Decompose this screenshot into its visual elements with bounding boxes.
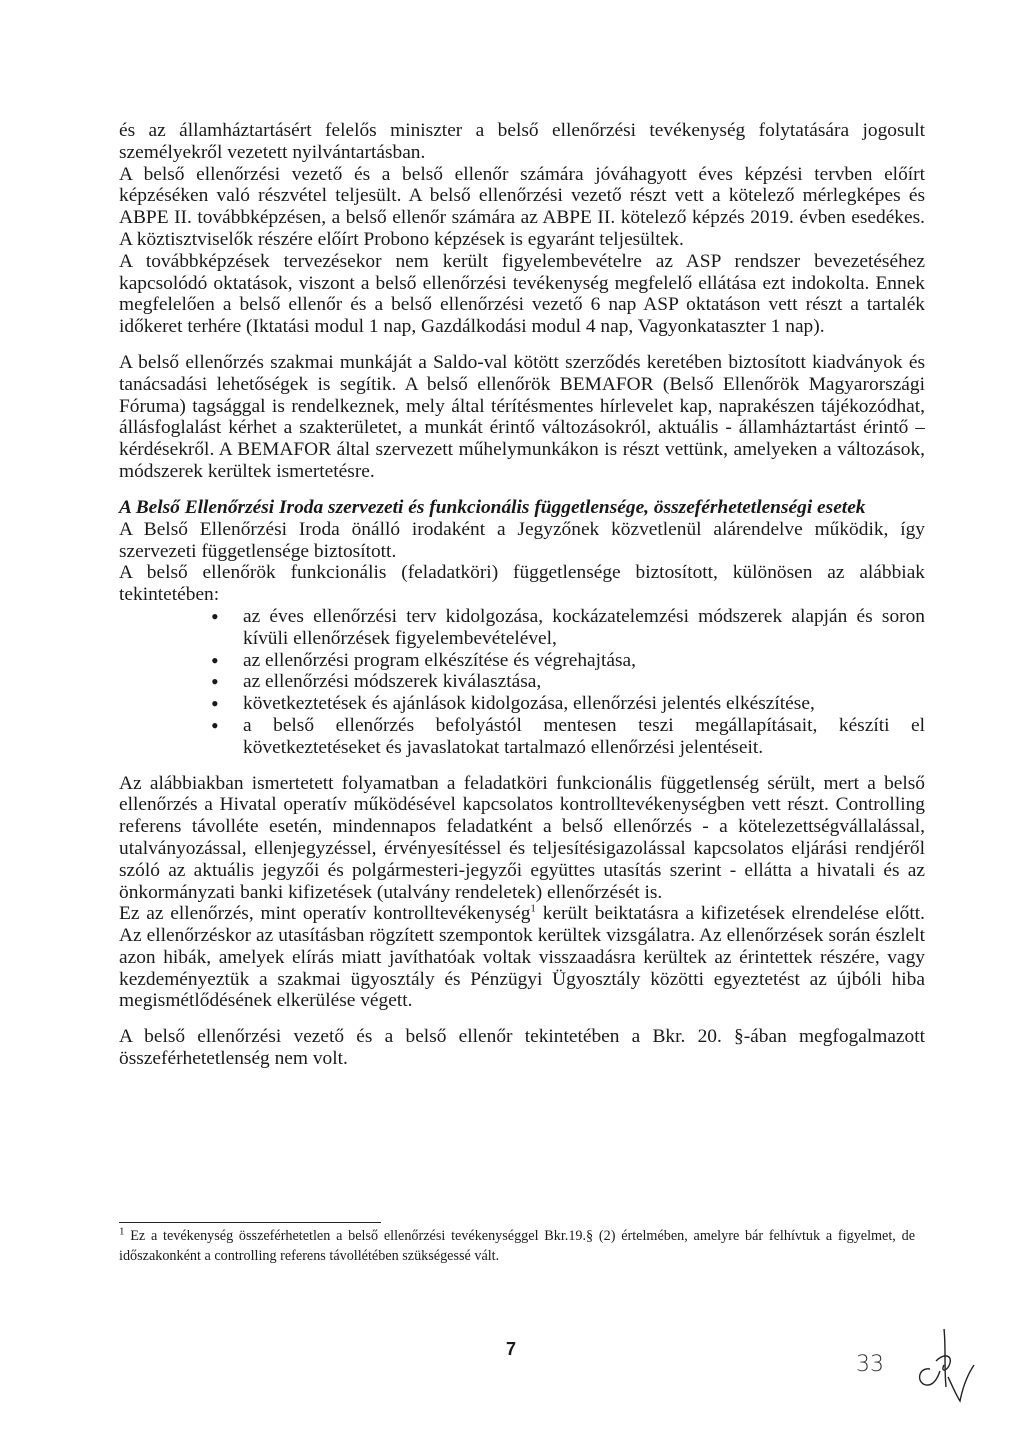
paragraph-training: A belső ellenőrzési vezető és a belső ellenőr számára jóváhagyott éves képzési tervben előírt képzéséken való részvétel teljesült. A belső ellenőrzési vezető részt vett a kötelező mérlegképes és ABPE II. továbbképzésen, a belső ellenőr számára az ABPE II. kötelező képzés 2019. évben esedékes. A köztisztviselők részére előírt Probono képzések is egyaránt teljesültek.: [119, 163, 925, 250]
footnote-divider: [119, 1222, 381, 1223]
paragraph-controlling: Az alábbiakban ismertetett folyamatban a feladatköri funkcionális függetlenség sérült, mert a belső ellenőrzés a Hivatal operatív működésével kapcsolatos kontrolltevékenységben vett részt. Controlling referens távolléte esetén, mindennapos feladatként a belső ellenőrzés - a kötelezettségvállalással, utalványozással, ellenjegyzéssel, érvényesítéssel és teljesítésigazolással kapcsolatos eljárási rendjéről szóló az aktuális jegyzői és polgármesteri-jegyzői együttes utasítás szerint - ellátta a hivatali és az önkormányzati banki kifizetések (utalvány rendeletek) ellenőrzését is.: [119, 772, 925, 903]
paragraph-organizational-independence: A Belső Ellenőrzési Iroda önálló irodaként a Jegyzőnek közvetlenül alárendelve működik, így szervezeti függetlensége biztosított.: [119, 518, 925, 562]
footnote-mark: 1: [119, 1225, 125, 1238]
paragraph-registry: és az államháztartásért felelős miniszter a belső ellenőrzési tevékenység folytatására jogosult személyekről vezetett nyilvántartásban.: [119, 120, 925, 163]
paragraph-saldo-bemafor: A belső ellenőrzés szakmai munkáját a Saldo-val kötött szerződés keretében biztosított kiadványok és tanácsadási lehetőségek is segítik. A belső ellenőrök BEMAFOR (Belső Ellenőrök Magyarországi Fóruma) tagsággal is rendelkeznek, mely által térítésmentes hírlevelet kap, naprakészen tájékozódhat, állásfoglalást kérhet a szakterületet, a munkát érintő változásokról, aktuális - államháztartást érintő – kérdésekről. A BEMAFOR által szervezett műhelymunkákon is részt vettünk, amelyeken a változások, módszerek kerültek ismertetésre.: [119, 351, 925, 482]
handwritten-signature: [900, 1325, 980, 1405]
paragraph-operative-control: [119, 903, 925, 1012]
list-item: • a belső ellenőrzés befolyástól mentesen teszi megállapításait, készíti el következtetéseket és javaslatokat tartalmazó ellenőrzési jelentéseit.: [119, 715, 925, 759]
operative-text-after: került beiktatásra a kifizetések elrendelése előtt. Az ellenőrzéskor az utasításban rögzített szempontok kerültek vizsgálatra. Az ellenőrzések során észlelt azon hibák, amelyek elírás miatt javíthatóak voltak visszaadásra kerültek az érintettek részére, vagy kezdeményeztük a szakmai ügyosztály és Pénzügyi Ügyosztály közötti egyeztetést az újbóli hiba megismétlődésének elkerülése végett.: [119, 903, 925, 1012]
independence-bullet-list: [119, 606, 925, 759]
list-item: • az ellenőrzési program elkészítése és végrehajtása,: [119, 650, 925, 672]
handwritten-page-number: 33: [856, 1352, 884, 1377]
document-body: [119, 120, 925, 1070]
list-item: • következtetések és ajánlások kidolgozása, ellenőrzési jelentés elkészítése,: [119, 693, 925, 715]
paragraph-asp-training: A továbbképzések tervezésekor nem került figyelembevételre az ASP rendszer bevezetéséhez kapcsolódó oktatások, viszont a belső ellenőrzési tevékenység megfelelő ellátása ezt indokolta. Ennek megfelelően a belső ellenőr és a belső ellenőrzési vezető 6 nap ASP oktatáson vett részt a tartalék időkeret terhére (Iktatási modul 1 nap, Gazdálkodási modul 4 nap, Vagyonkataszter 1 nap).: [119, 250, 925, 338]
footnote-reference: 1: [530, 902, 536, 915]
list-item: • az éves ellenőrzési terv kidolgozása, kockázatelemzési módszerek alapján és soron kívüli ellenőrzések figyelembevételével,: [119, 606, 925, 650]
footnote-text: Ez a tevékenység összeférhetetlen a belső ellenőrzési tevékenységgel Bkr.19.§ (2) értelmében, amelyre bár felhívtuk a figyelmet, de időszakonként a controlling referens távollétében szükségessé vált.: [119, 1228, 915, 1264]
footnote: [119, 1227, 915, 1266]
paragraph-functional-independence: A belső ellenőrök funkcionális (feladatköri) függetlensége biztosított, különösen az alábbiak tekintetében:: [119, 562, 925, 606]
list-item: • az ellenőrzési módszerek kiválasztása,: [119, 671, 925, 693]
operative-text-before: Ez az ellenőrzés, mint operatív kontrolltevékenység: [119, 903, 531, 925]
paragraph-incompatibility: A belső ellenőrzési vezető és a belső ellenőr tekintetében a Bkr. 20. §-ában megfogalmazott összeférhetetlenség nem volt.: [119, 1026, 925, 1070]
section-heading: A Belső Ellenőrzési Iroda szervezeti és funkcionális függetlensége, összeférhetetlenségi esetek: [119, 496, 866, 518]
page-number: 7: [506, 1339, 517, 1359]
